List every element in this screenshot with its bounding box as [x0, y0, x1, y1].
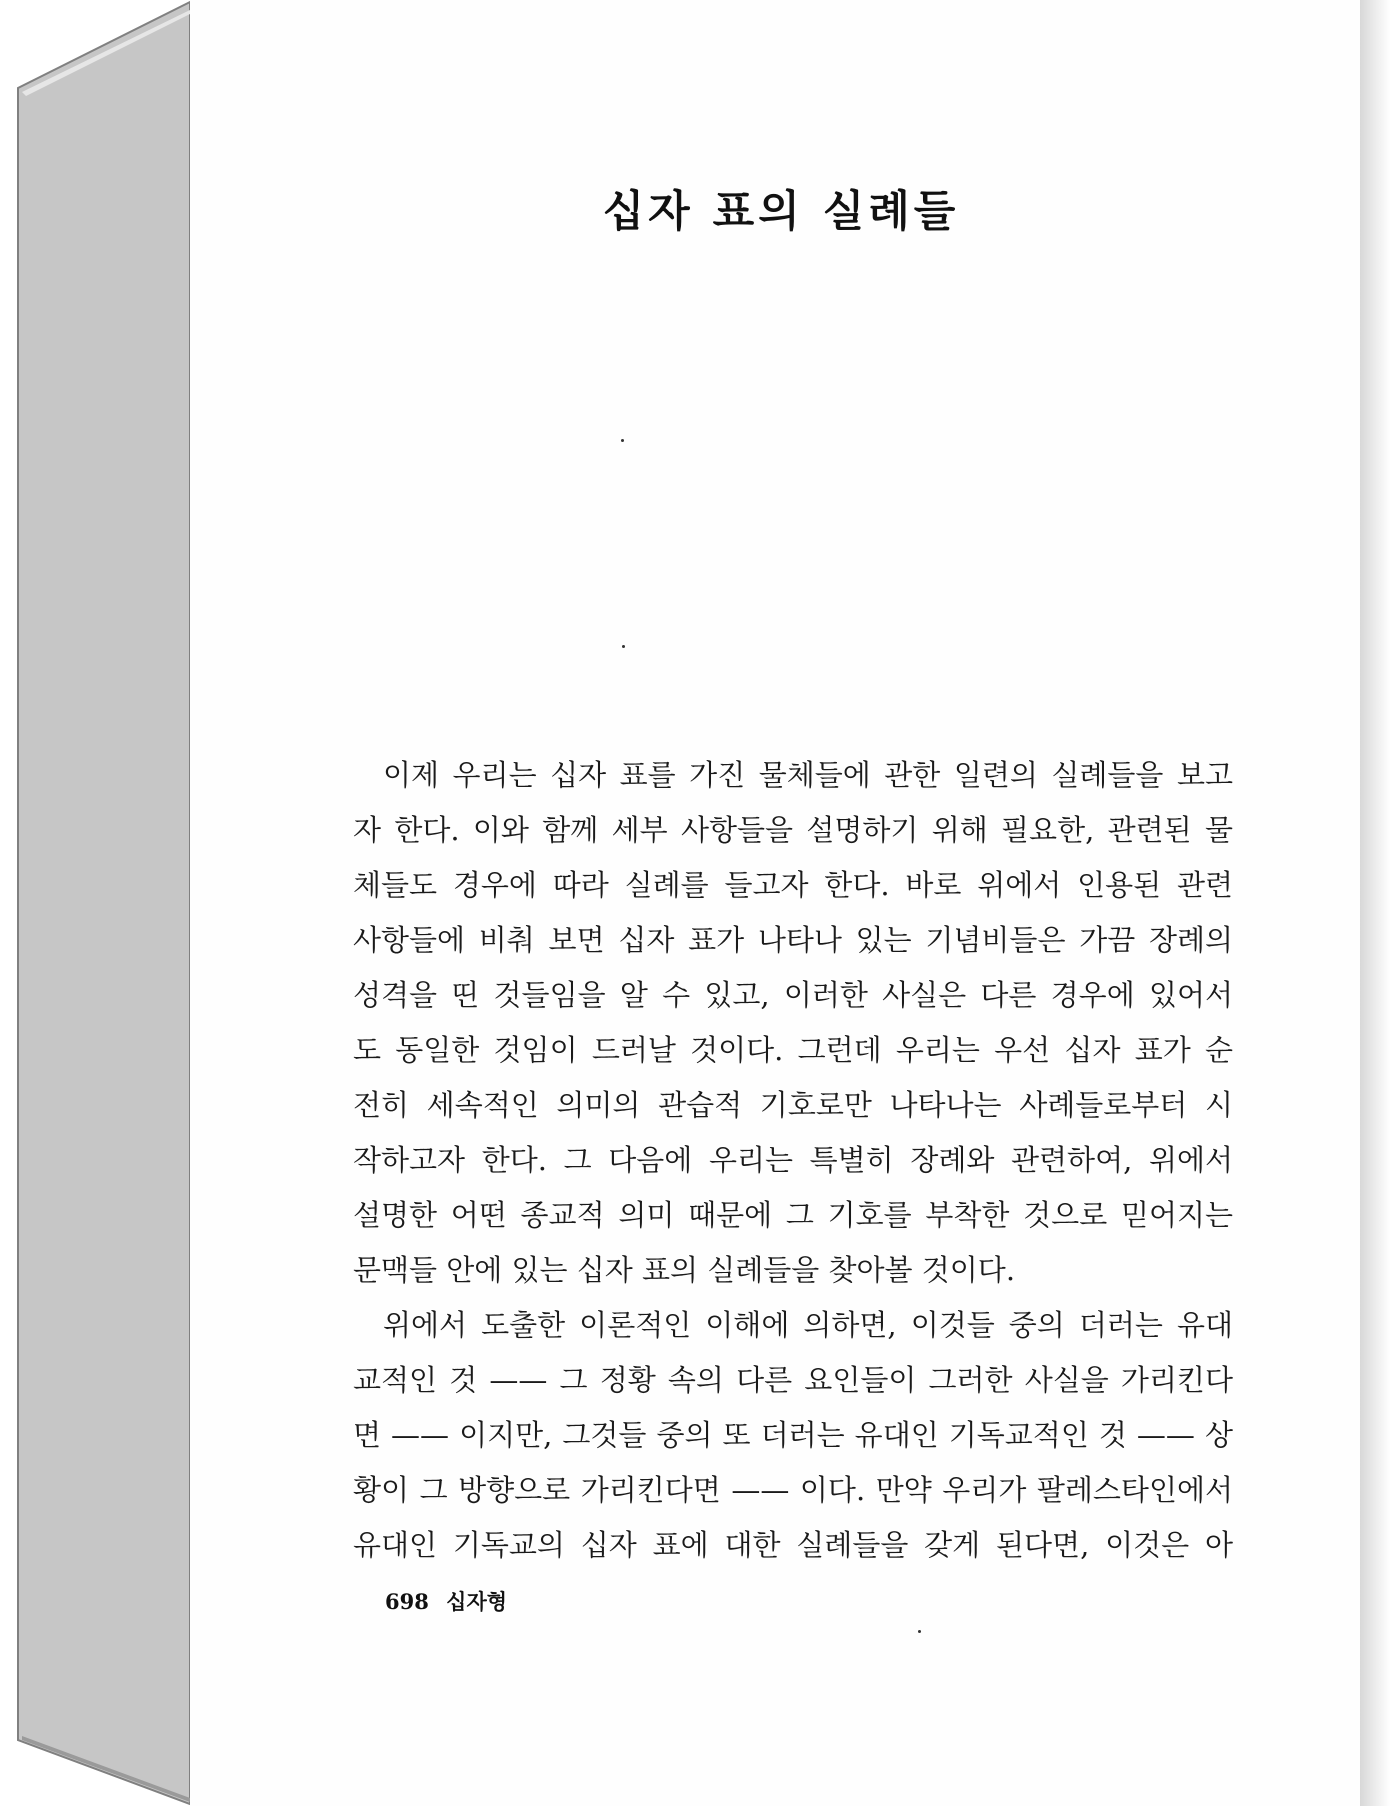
text-line: 유대인 기독교의 십자 표에 대한 실례들을 갖게 된다면, 이것은 아 — [353, 1528, 1233, 1562]
text-line: 문맥들 안에 있는 십자 표의 실례들을 찾아볼 것이다. — [353, 1253, 1016, 1287]
text-line: 전히 세속적인 의미의 관습적 기호로만 나타나는 사례들로부터 시 — [353, 1088, 1233, 1122]
text-line: 성격을 띤 것들임을 알 수 있고, 이러한 사실은 다른 경우에 있어서 — [353, 978, 1233, 1012]
scan-speck — [622, 645, 625, 648]
text-line: 체들도 경우에 따라 실례를 들고자 한다. 바로 위에서 인용된 관련 — [353, 868, 1233, 902]
page-number: 698 — [385, 1589, 429, 1614]
text-line: 자 한다. 이와 함께 세부 사항들을 설명하기 위해 필요한, 관련된 물 — [353, 813, 1233, 847]
text-line: 황이 그 방향으로 가리킨다면 —— 이다. 만약 우리가 팔레스타인에서 — [353, 1473, 1233, 1507]
scan-speck — [918, 1630, 921, 1633]
body-text — [353, 748, 1233, 1573]
page-edge-shadow — [1360, 0, 1390, 1806]
text-line: 도 동일한 것임이 드러날 것이다. 그런데 우리는 우선 십자 표가 순 — [353, 1033, 1233, 1067]
text-line: 면 —— 이지만, 그것들 중의 또 더러는 유대인 기독교적인 것 —— 상 — [353, 1418, 1233, 1452]
text-line: 설명한 어떤 종교적 의미 때문에 그 기호를 부착한 것으로 믿어지는 — [353, 1198, 1233, 1232]
text-line: 사항들에 비춰 보면 십자 표가 나타나 있는 기념비들은 가끔 장례의 — [353, 923, 1233, 957]
text-line: 교적인 것 —— 그 정황 속의 다른 요인들이 그러한 사실을 가리킨다 — [353, 1363, 1233, 1397]
running-head: 십자형 — [446, 1589, 508, 1614]
page-title: 십자 표의 실례들 — [602, 187, 960, 237]
page-footer — [385, 1586, 517, 1616]
text-line: 위에서 도출한 이론적인 이해에 의하면, 이것들 중의 더러는 유대 — [383, 1308, 1233, 1342]
text-line: 이제 우리는 십자 표를 가진 물체들에 관한 일련의 실례들을 보고 — [383, 758, 1233, 792]
book-spine — [18, 2, 190, 1804]
scan-speck — [621, 439, 624, 442]
text-line: 작하고자 한다. 그 다음에 우리는 특별히 장례와 관련하여, 위에서 — [353, 1143, 1233, 1177]
